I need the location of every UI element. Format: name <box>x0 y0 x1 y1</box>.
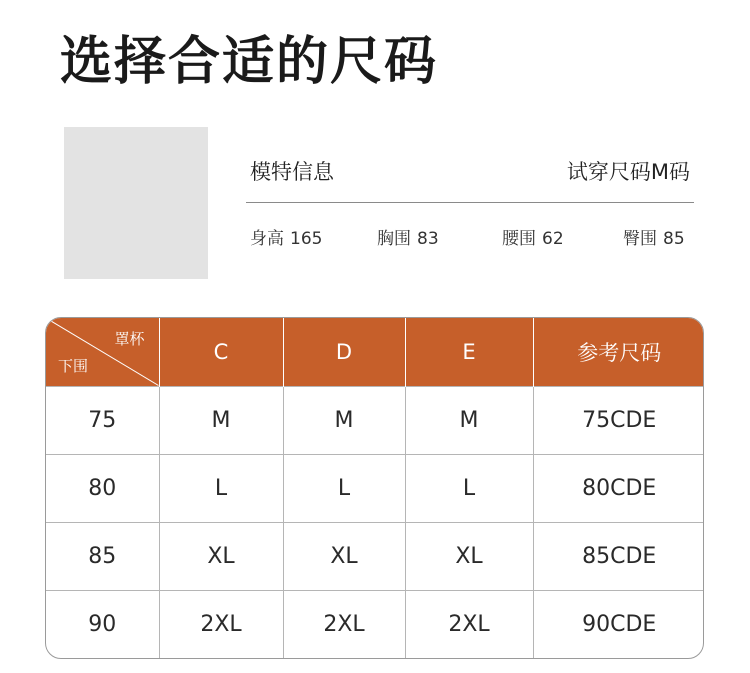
table-cell: M <box>405 386 533 454</box>
table-cell: 85CDE <box>533 522 704 590</box>
table-cell: 80CDE <box>533 454 704 522</box>
size-table <box>45 317 704 659</box>
column-header: C <box>159 318 283 386</box>
trial-size-label: 试穿尺码M码 <box>566 160 690 184</box>
table-cell: M <box>283 386 405 454</box>
column-header: 参考尺码 <box>533 318 704 386</box>
model-info-label: 模特信息 <box>250 160 334 184</box>
table-cell: 90CDE <box>533 590 704 658</box>
model-info-header <box>250 152 690 188</box>
column-header: E <box>405 318 533 386</box>
table-cell: 2XL <box>405 590 533 658</box>
table-header-row <box>46 318 704 386</box>
table-row <box>46 590 704 658</box>
cup-label: 罩杯 <box>114 330 145 348</box>
table-cell: 2XL <box>283 590 405 658</box>
stat-hip <box>623 224 685 249</box>
stat-waist <box>502 224 564 249</box>
table-cell: 75CDE <box>533 386 704 454</box>
divider <box>246 202 694 203</box>
table-cell: 85 <box>46 522 159 590</box>
table-cell: M <box>159 386 283 454</box>
model-photo-placeholder <box>64 127 208 279</box>
stat-bust <box>377 224 439 249</box>
table-cell: XL <box>283 522 405 590</box>
table-row <box>46 454 704 522</box>
table-row <box>46 522 704 590</box>
underbust-label: 下围 <box>58 356 89 375</box>
table-row <box>46 386 704 454</box>
table-cell: XL <box>159 522 283 590</box>
table-corner-cell <box>46 318 159 386</box>
stat-value: 85 <box>663 229 685 249</box>
table-cell: L <box>159 454 283 522</box>
model-stats <box>250 224 690 250</box>
table-cell: L <box>283 454 405 522</box>
page-title: 选择合适的尺码 <box>60 32 439 92</box>
table-cell: XL <box>405 522 533 590</box>
stat-height <box>250 224 322 249</box>
stat-value: 83 <box>417 229 439 249</box>
stat-value: 165 <box>290 229 323 249</box>
table-cell: 80 <box>46 454 159 522</box>
stat-key: 身高 <box>250 229 284 249</box>
stat-key: 腰围 <box>502 229 536 249</box>
stat-value: 62 <box>542 229 564 249</box>
table-cell: 75 <box>46 386 159 454</box>
stat-key: 胸围 <box>377 229 411 249</box>
table-cell: L <box>405 454 533 522</box>
table-cell: 2XL <box>159 590 283 658</box>
table-cell: 90 <box>46 590 159 658</box>
column-header: D <box>283 318 405 386</box>
stat-key: 臀围 <box>623 229 657 249</box>
